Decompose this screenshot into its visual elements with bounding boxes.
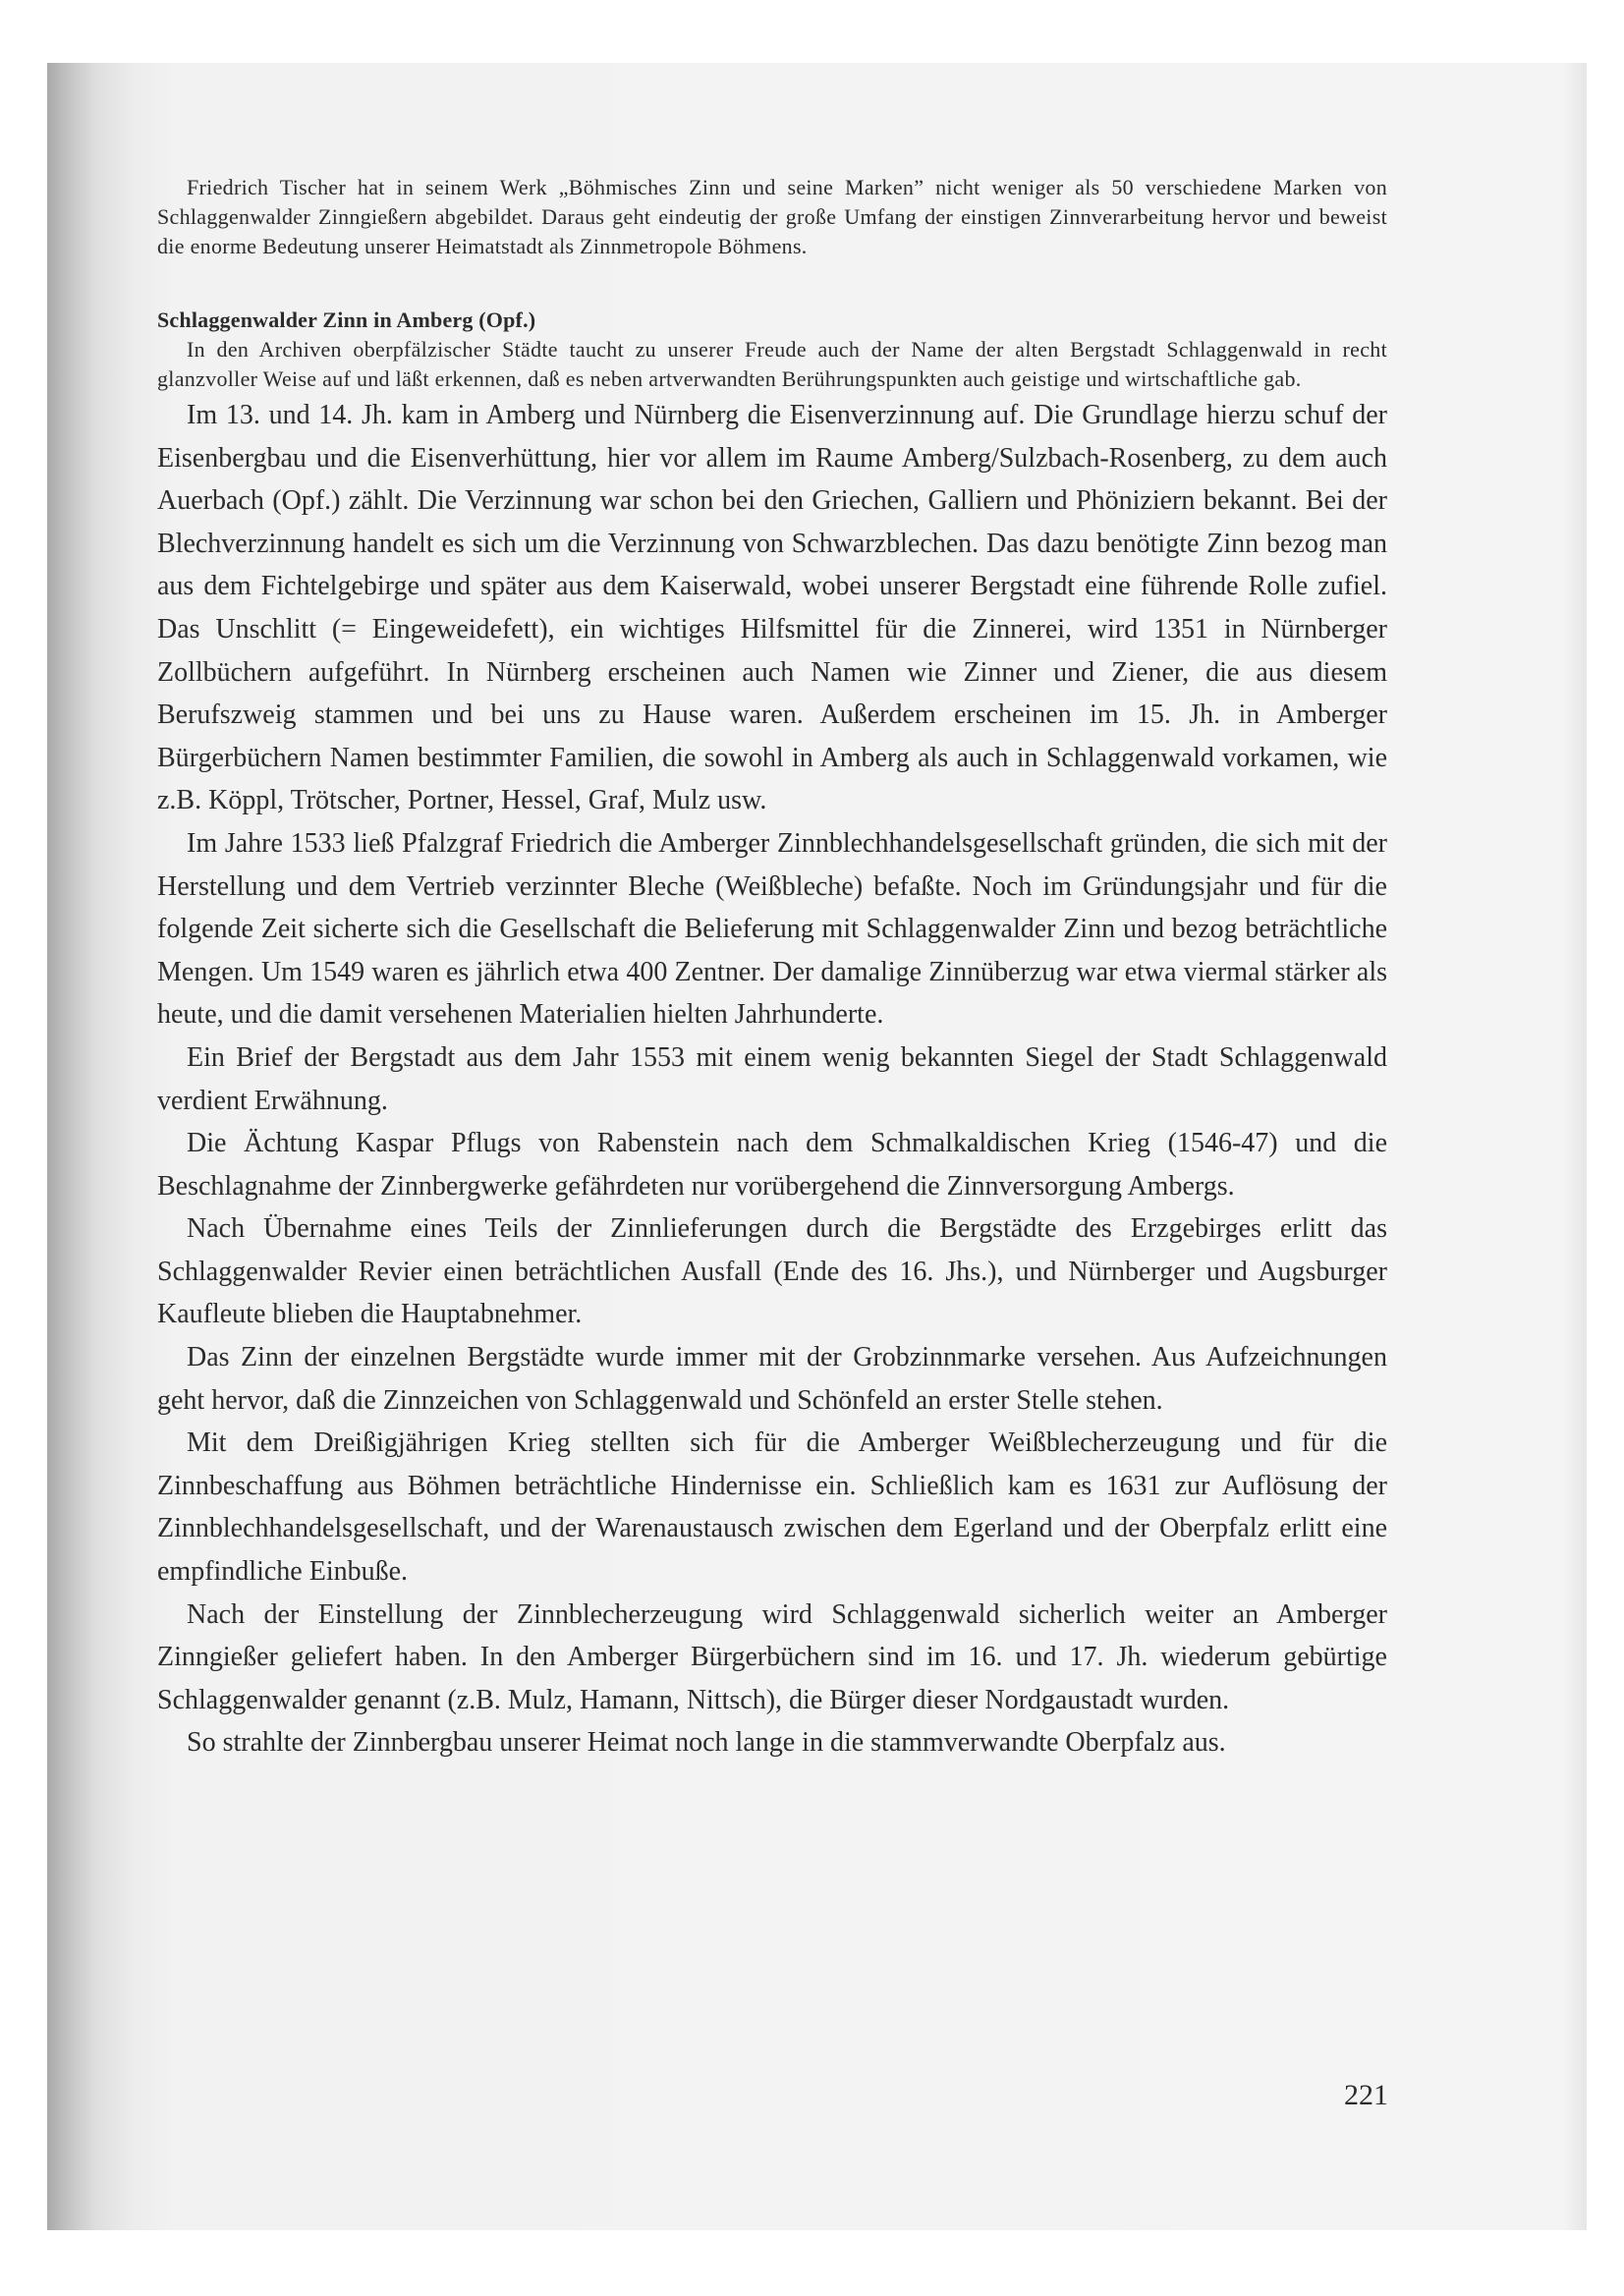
body-paragraph: Die Ächtung Kaspar Pflugs von Rabenstein nach dem Schmalkaldischen Krieg (1546-47) und die Beschlagnahme der Zinnbergwerke gefährdeten nur vorübergehend die Zinnversorgung Ambergs. xyxy=(157,1128,1387,1202)
body-paragraph: Ein Brief der Bergstadt aus dem Jahr 1553 mit einem wenig bekannten Siegel der Stadt Schlaggenwald verdient Erwähnung. xyxy=(157,1041,1387,1116)
body-paragraph: Das Zinn der einzelnen Bergstädte wurde immer mit der Grobzinnmarke versehen. Aus Aufzeichnungen geht hervor, daß die Zinnzeichen von Schlaggenwald und Schönfeld an erster Stelle stehen. xyxy=(157,1342,1387,1416)
page-body xyxy=(157,173,1387,1764)
body-paragraph: Im 13. und 14. Jh. kam in Amberg und Nürnberg die Eisenverzinnung auf. Die Grundlage hierzu schuf der Eisenbergbau und die Eisenverhüttung, hier vor allem im Raume Amberg/Sulzbach-Rosenberg, zu dem auch Auerbach (Opf.) zählt. Die Verzinnung war schon bei den Griechen, Galliern und Phöniziern bekannt. Bei der Blechverzinnung handelt es sich um die Verzinnung von Schwarzblechen. Das dazu benötigte Zinn bezog man aus dem Fichtelgebirge und später aus dem Kaiserwald, wobei unserer Bergstadt eine führende Rolle zufiel. Das Unschlitt (= Eingeweidefett), ein wichtiges Hilfsmittel für die Zinnerei, wird 1351 in Nürnberger Zollbüchern aufgeführt. In Nürnberg erscheinen auch Namen wie Zinner und Ziener, die aus diesem Berufszweig stammen und bei uns zu Hause waren. Außerdem erscheinen im 15. Jh. in Amberger Bürgerbüchern Namen bestimmter Familien, die sowohl in Amberg als auch in Schlaggenwald vorkamen, wie z.B. Köppl, Trötscher, Portner, Hessel, Graf, Mulz usw. xyxy=(157,400,1387,816)
page-number: 221 xyxy=(1344,2079,1388,2111)
body-paragraph: So strahlte der Zinnbergbau unserer Heimat noch lange in die stammverwandte Oberpfalz aus. xyxy=(187,1727,1226,1759)
lead-paragraph: In den Archiven oberpfälzischer Städte taucht zu unserer Freude auch der Name der alten Bergstadt Schlaggenwald in recht glanzvoller Weise auf und läßt erkennen, daß es neben artverwandten Berührungspunkten auch geistige und wirtschaftliche gab. xyxy=(157,337,1387,391)
body-paragraph: Nach Übernahme eines Teils der Zinnlieferungen durch die Bergstädte des Erzgebirges erlitt das Schlaggenwalder Revier einen beträchtlichen Ausfall (Ende des 16. Jhs.), und Nürnberger und Augsburger Kaufleute blieben die Hauptabnehmer. xyxy=(157,1213,1387,1330)
section-heading: Schlaggenwalder Zinn in Amberg (Opf.) xyxy=(157,308,536,332)
body-paragraph: Mit dem Dreißigjährigen Krieg stellten sich für die Amberger Weißblecherzeugung und für die Zinnbeschaffung aus Böhmen beträchtliche Hindernisse ein. Schließlich kam es 1631 zur Auflösung der Zinnblechhandelsgesellschaft, und der Warenaustausch zwischen dem Egerland und der Oberpfalz erlitt eine empfindliche Einbuße. xyxy=(157,1428,1387,1588)
body-paragraph: Im Jahre 1533 ließ Pfalzgraf Friedrich die Amberger Zinnblechhandelsgesellschaft gründen, die sich mit der Herstellung und dem Vertrieb verzinnter Bleche (Weißbleche) befaßte. Noch im Gründungsjahr und für die folgende Zeit sicherte sich die Gesellschaft die Belieferung mit Schlaggenwalder Zinn und bezog beträchtliche Mengen. Um 1549 waren es jährlich etwa 400 Zentner. Der damalige Zinnüberzug war etwa viermal stärker als heute, und die damit versehenen Materialien hielten Jahrhunderte. xyxy=(157,827,1387,1031)
body-paragraph: Nach der Einstellung der Zinnblecherzeugung wird Schlaggenwald sicherlich weiter an Amberger Zinngießer geliefert haben. In den Amberger Bürgerbüchern sind im 16. und 17. Jh. wiederum gebürtige Schlaggenwalder genannt (z.B. Mulz, Hamann, Nittsch), die Bürger dieser Nordgaustadt wurden. xyxy=(157,1598,1387,1715)
page-edge-shadow xyxy=(1563,63,1587,2230)
intro-paragraph: Friedrich Tischer hat in seinem Werk „Böhmisches Zinn und seine Marken” nicht weniger als 50 verschiedene Marken von Schlaggenwalder Zinngießern abgebildet. Daraus geht eindeutig der große Umfang der einstigen Zinnverarbeitung hervor und beweist die enorme Bedeutung unserer Heimatstadt als Zinnmetropole Böhmens. xyxy=(157,175,1387,258)
